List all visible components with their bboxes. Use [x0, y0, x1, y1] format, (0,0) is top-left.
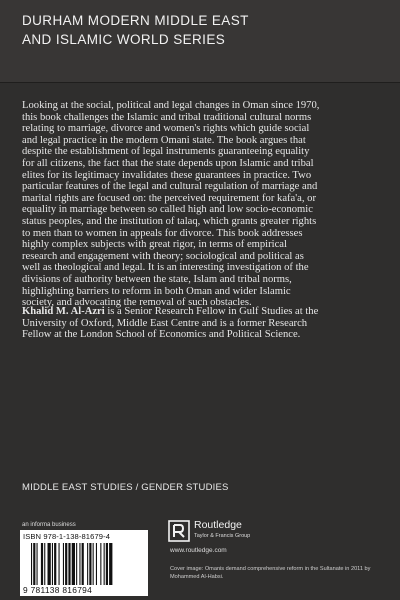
publisher-group: Taylor & Francis Group [194, 533, 251, 539]
author-bio-text: is a Senior Research Fellow in Gulf Studies at the [104, 306, 319, 317]
barcode-bar [93, 543, 94, 585]
barcode-bar [76, 543, 77, 585]
barcode-bar [89, 543, 91, 585]
blurb-line: this book challenges the Islamic and tribal traditional cultural norms [22, 111, 312, 123]
barcode-bar [109, 543, 112, 585]
barcode-bar [33, 543, 35, 585]
barcode-bar [59, 543, 60, 585]
barcode-bar [96, 543, 97, 585]
series-title-line: AND ISLAMIC WORLD SERIES [22, 32, 226, 47]
publisher-name: Routledge [194, 519, 242, 531]
barcode-bar [44, 543, 45, 585]
blurb-line: for all citizens, the fact that the state depends upon Islamic and tribal [22, 157, 314, 169]
blurb-line: research and engagement with theory; sociological and political as [22, 250, 304, 262]
blurb-line: equality in marriage between so called high and low socio-economic [22, 204, 313, 216]
barcode-bar [48, 543, 51, 585]
barcode-bar [31, 543, 32, 585]
barcode-panel [20, 530, 148, 596]
blurb-line: highlighting barriers to reform in both Oman and wider Islamic [22, 285, 291, 297]
blurb-line: well as theological and legal. It is an interesting investigation of the [22, 262, 309, 274]
routledge-logo-icon [168, 520, 190, 542]
barcode-bar [63, 543, 64, 585]
blurb-line: society, and advocating the removal of such obstacles. [22, 297, 252, 309]
blurb-line: to men than to women in appeals for divorce. This book addresses [22, 227, 303, 239]
blurb-line: particular features of the legal and cultural regulation of marriage and [22, 181, 318, 193]
blurb-line: marital rights are focused on: the perceived requirement for kafa'a, or [22, 192, 316, 204]
credit-line: Mohammed Al-Habsi. [170, 574, 224, 580]
cover-image-credit [170, 565, 390, 581]
barcode-bar [106, 543, 108, 585]
book-blurb [22, 100, 380, 309]
blurb-line: despite the establishment of legal instruments guaranteeing equality [22, 146, 310, 158]
informa-tagline: an informa business [22, 522, 76, 528]
publisher-url[interactable]: www.routledge.com [170, 547, 227, 554]
barcode-bar [68, 543, 70, 585]
barcode-bar [65, 543, 67, 585]
barcode-bar [87, 543, 88, 585]
author-name: Khalid M. Al-Azri [22, 306, 105, 317]
barcode-digits: 9 781138 816794 [23, 585, 93, 595]
blurb-line: and legal practice in the modern Omani state. The book argues that [22, 134, 306, 146]
blurb-line: elites for its legitimacy invalidates these guarantees in practice. Two [22, 169, 312, 181]
barcode-bar [37, 543, 38, 585]
barcode-bar [41, 543, 43, 585]
barcode-bar [52, 543, 53, 585]
series-title [22, 11, 382, 49]
barcode-bar [54, 543, 56, 585]
barcode-bar [72, 543, 75, 585]
barcode-bar [100, 543, 101, 585]
blurb-line: highly complex subjects with great rigor, in terms of empirical [22, 239, 287, 251]
blurb-line: Looking at the social, political and legal changes in Oman since 1970, [22, 100, 320, 111]
author-bio-line [22, 306, 380, 318]
barcode-icon [30, 543, 140, 585]
author-bio-line: University of Oxford, Middle East Centre and is a former Research [22, 317, 308, 329]
series-title-line: DURHAM MODERN MIDDLE EAST [22, 13, 249, 28]
credit-line: Cover image: Omanis demand comprehensive reform in the Sultanate in 2011 by [170, 566, 371, 572]
isbn-text: ISBN 978-1-138-81679-4 [23, 532, 111, 541]
author-bio [22, 306, 380, 341]
blurb-line: divisions of authority between the state, Islam and tribal norms, [22, 273, 292, 285]
barcode-bar [82, 543, 84, 585]
subject-categories: MIDDLE EAST STUDIES / GENDER STUDIES [22, 482, 229, 493]
blurb-line: relating to marriage, divorce and women's rights which guide social [22, 123, 310, 135]
barcode-bar [79, 543, 80, 585]
barcode-bar [104, 543, 105, 585]
author-bio-line: Fellow at the London School of Economics and Political Science. [22, 329, 301, 341]
series-header [0, 0, 400, 82]
blurb-line: status peoples, and the institution of talaq, which grants greater rights [22, 215, 317, 227]
